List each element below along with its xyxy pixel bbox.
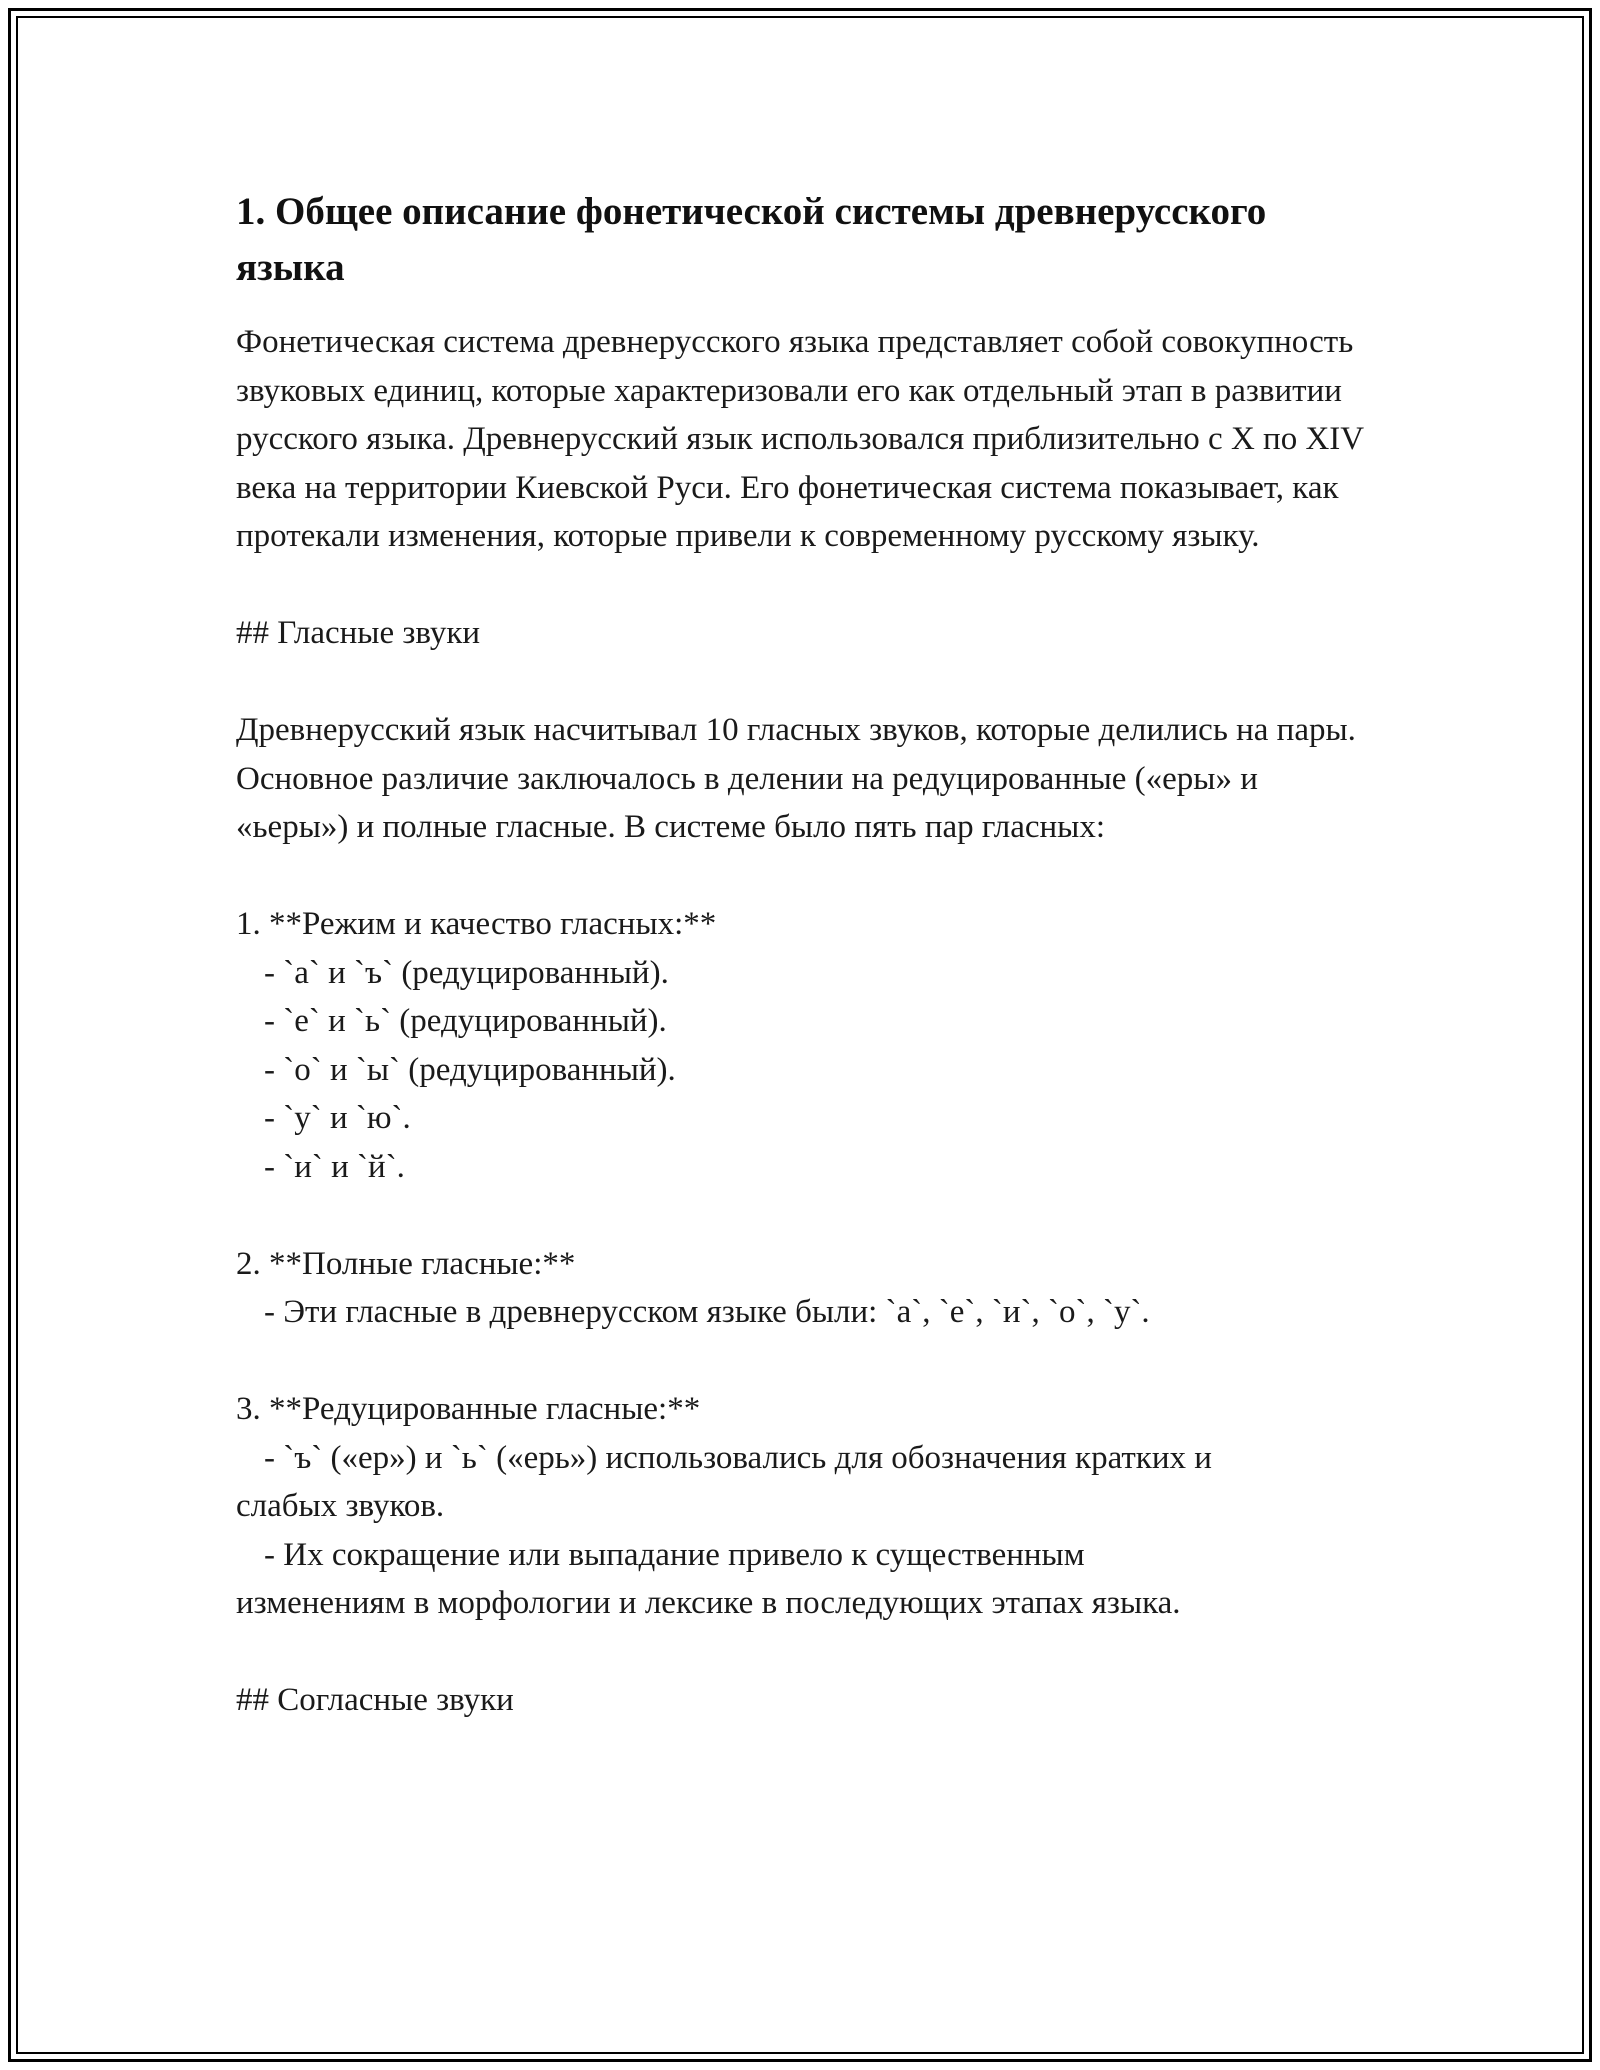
heading-vowels: ## Гласные звуки <box>236 615 481 651</box>
heading-consonants: ## Согласные звуки <box>236 1682 514 1718</box>
list1-item: - `е` и `ь` (редуцированный). <box>264 1003 667 1039</box>
list1-item: - `и` и `й`. <box>264 1148 405 1185</box>
document-body <box>236 184 1372 1725</box>
list2-item: - Эти гласные в древнерусском языке были: `а`, `е`, `и`, `о`, `у`. <box>264 1294 1150 1330</box>
section-title: 1. Общее описание фонетической системы древнерусского языка <box>236 190 1267 289</box>
list2-header: 2. **Полные гласные:** <box>236 1245 576 1282</box>
list3-item-line: - `ъ` («ер») и `ь` («ерь») использовались для обозначения кратких и <box>264 1439 1212 1476</box>
list1-item: - `у` и `ю`. <box>264 1100 411 1136</box>
list1-item: - `а` и `ъ` (редуцированный). <box>264 954 669 991</box>
list1-item: - `о` и `ы` (редуцированный). <box>264 1051 676 1088</box>
intro-paragraph: Фонетическая система древнерусского языка представляет собой совокупность звуковых единиц, которые характеризовали его как отдельный этап в развитии русского языка. Древнерусский язык использовался приблизительно с X по XIV века на территории Киевской Руси. Его фонетическая система показывает, как протекали изменения, которые привели к современному русскому языку. <box>236 324 1372 554</box>
vowels-intro-paragraph: Древнерусский язык насчитывал 10 гласных звуков, которые делились на пары. Основное различие заключалось в делении на редуцированные («еры» и «ьеры») и полные гласные. В системе было пять пар гласных: <box>236 712 1365 845</box>
list3-item-line: слабых звуков. <box>236 1488 445 1524</box>
list1-header: 1. **Режим и качество гласных:** <box>236 906 717 942</box>
list3-item-line: - Их сокращение или выпадание привело к существенным <box>264 1536 1085 1573</box>
list3-item-line: изменениям в морфологии и лексике в последующих этапах языка. <box>236 1585 1181 1621</box>
list3-header: 3. **Редуцированные гласные:** <box>236 1391 701 1427</box>
